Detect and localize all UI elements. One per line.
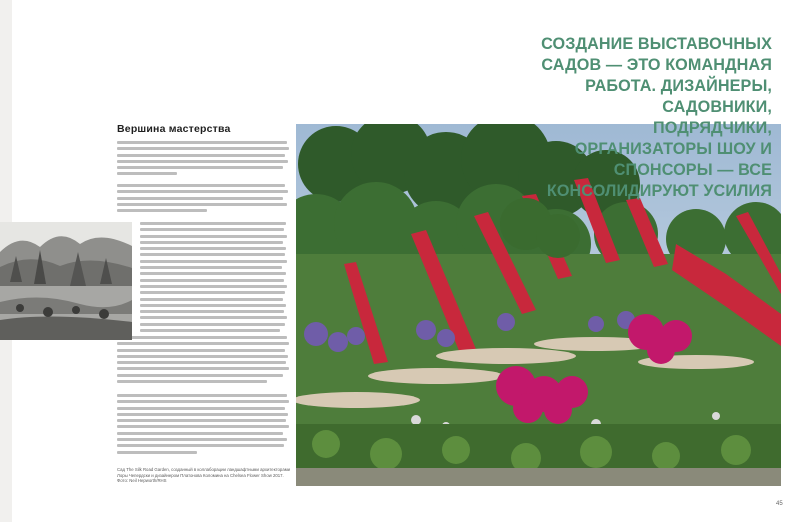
page-number: 45 bbox=[776, 501, 783, 507]
photo-caption: Сад The Silk Road Garden, созданный в коллаборации ландшафтными архитекторами Лоры Чепердски и дизайнером Платонова Коломина на Chelsea Flower Show 2017. Фото: Neil Hepworth/RHS bbox=[117, 467, 291, 484]
pull-quote-headline: СОЗДАНИЕ ВЫСТАВОЧНЫХ САДОВ — ЭТО КОМАНДНАЯ РАБОТА. ДИЗАЙНЕРЫ, САДОВНИКИ, ПОДРЯДЧИКИ, ОРГАНИЗАТОРЫ ШОУ И СПОНСОРЫ — ВСЕ КОНСОЛИДИРУЮТ УСИЛИЯ bbox=[541, 35, 772, 200]
garden-sketch-illustration bbox=[0, 222, 132, 340]
body-text-p4 bbox=[117, 336, 292, 386]
body-text-p3 bbox=[140, 222, 290, 335]
body-text-p2 bbox=[117, 184, 292, 215]
section-title: Вершина мастерства bbox=[117, 123, 231, 135]
body-text-intro bbox=[117, 141, 292, 179]
body-text-p5 bbox=[117, 394, 292, 457]
